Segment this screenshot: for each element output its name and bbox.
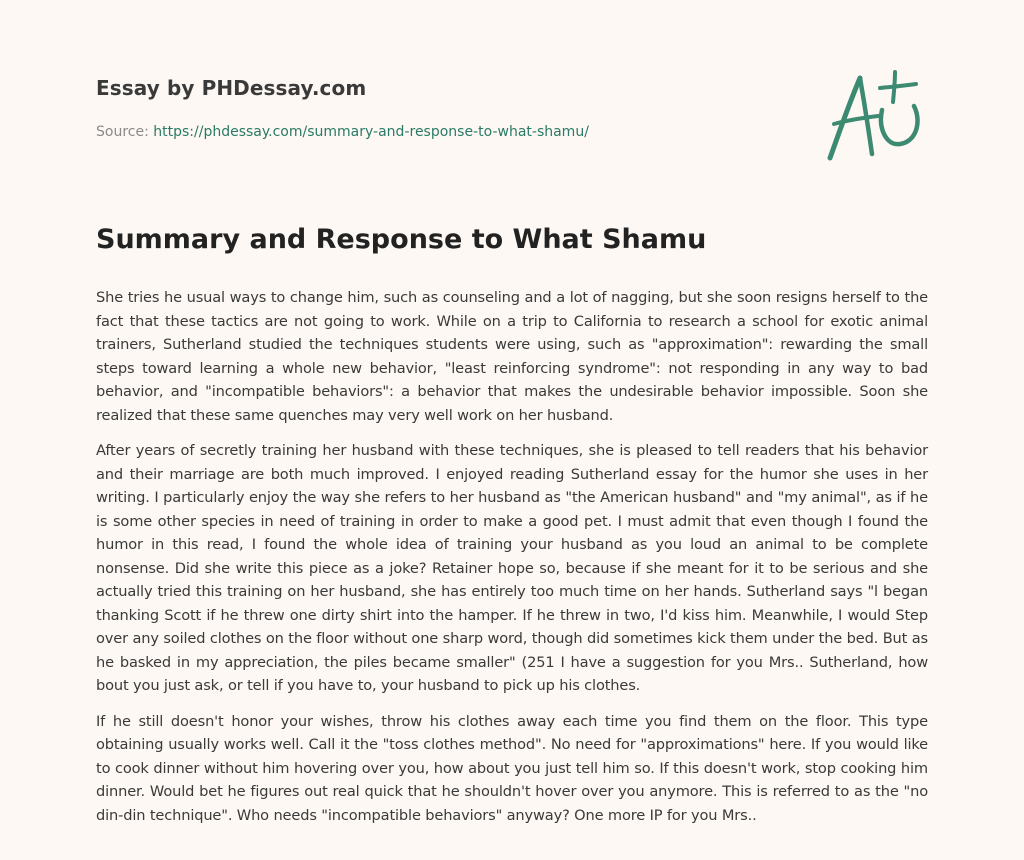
article-paragraph: If he still doesn't honor your wishes, throw his clothes away each time you find them on the floor. This type obtaining usually works well. Call it the "toss clothes method". No need for "approximations" here. If you would like to cook dinner without him hovering over you, how about you just tell him so. If this doesn't work, stop cooking him dinner. Would bet he figures out real quick that he shouldn't hover over you anymore. This is referred to as the "no din-din technique". Who needs "incompatible behaviors" anyway? One more IP for you Mrs.. bbox=[96, 712, 928, 824]
a-plus-logo-icon bbox=[820, 66, 930, 166]
site-header bbox=[96, 76, 796, 100]
article-body bbox=[96, 286, 928, 839]
source-link[interactable]: https://phdessay.com/summary-and-response-to-what-shamu/ bbox=[153, 124, 589, 140]
source-label: Source: bbox=[96, 124, 149, 140]
article-title: Summary and Response to What Shamu bbox=[96, 224, 707, 255]
article-paragraph: After years of secretly training her husband with these techniques, she is pleased to tell readers that his behavior and their marriage are both much improved. I enjoyed reading Sutherland essay for the humor she uses in her writing. I particularly enjoy the way she refers to her husband as "the American husband" and "my animal", as if he is some other species in need of training in order to make a good pet. I must admit that even though I found the humor in this read, I found the whole idea of training your husband as you loud an animal to be complete nonsense. Did she write this piece as a joke? Retainer hope so, because if she meant for it to be serious and she actually tried this training on her husband, she has entirely too much time on her hands. Sutherland says "l began thanking Scott if he threw one dirty shirt into the hamper. If he threw in two, I'd kiss him. Meanwhile, I would Step over any soiled clothes on the floor without one sharp word, though did sometimes kick them under the bed. But as he basked in my appreciation, the piles became smaller" (251 I have a suggestion for you Mrs.. Sutherland, how bout you just ask, or tell if you have to, your husband to pick up his clothes. bbox=[96, 442, 928, 694]
source-line bbox=[96, 124, 589, 140]
article-paragraph: She tries he usual ways to change him, such as counseling and a lot of nagging, but she soon resigns herself to the fact that these tactics are not going to work. While on a trip to California to research a school for exotic animal trainers, Sutherland studied the techniques students were using, such as "approximation": rewarding the small steps toward learning a whole new behavior, "least reinforcing syndrome": not responding in any way to bad behavior, and "incompatible behaviors": a behavior that makes the undesirable behavior impossible. Soon she realized that these same quenches may very well work on her husband. bbox=[96, 289, 928, 424]
site-name: Essay by PHDessay.com bbox=[96, 76, 367, 100]
